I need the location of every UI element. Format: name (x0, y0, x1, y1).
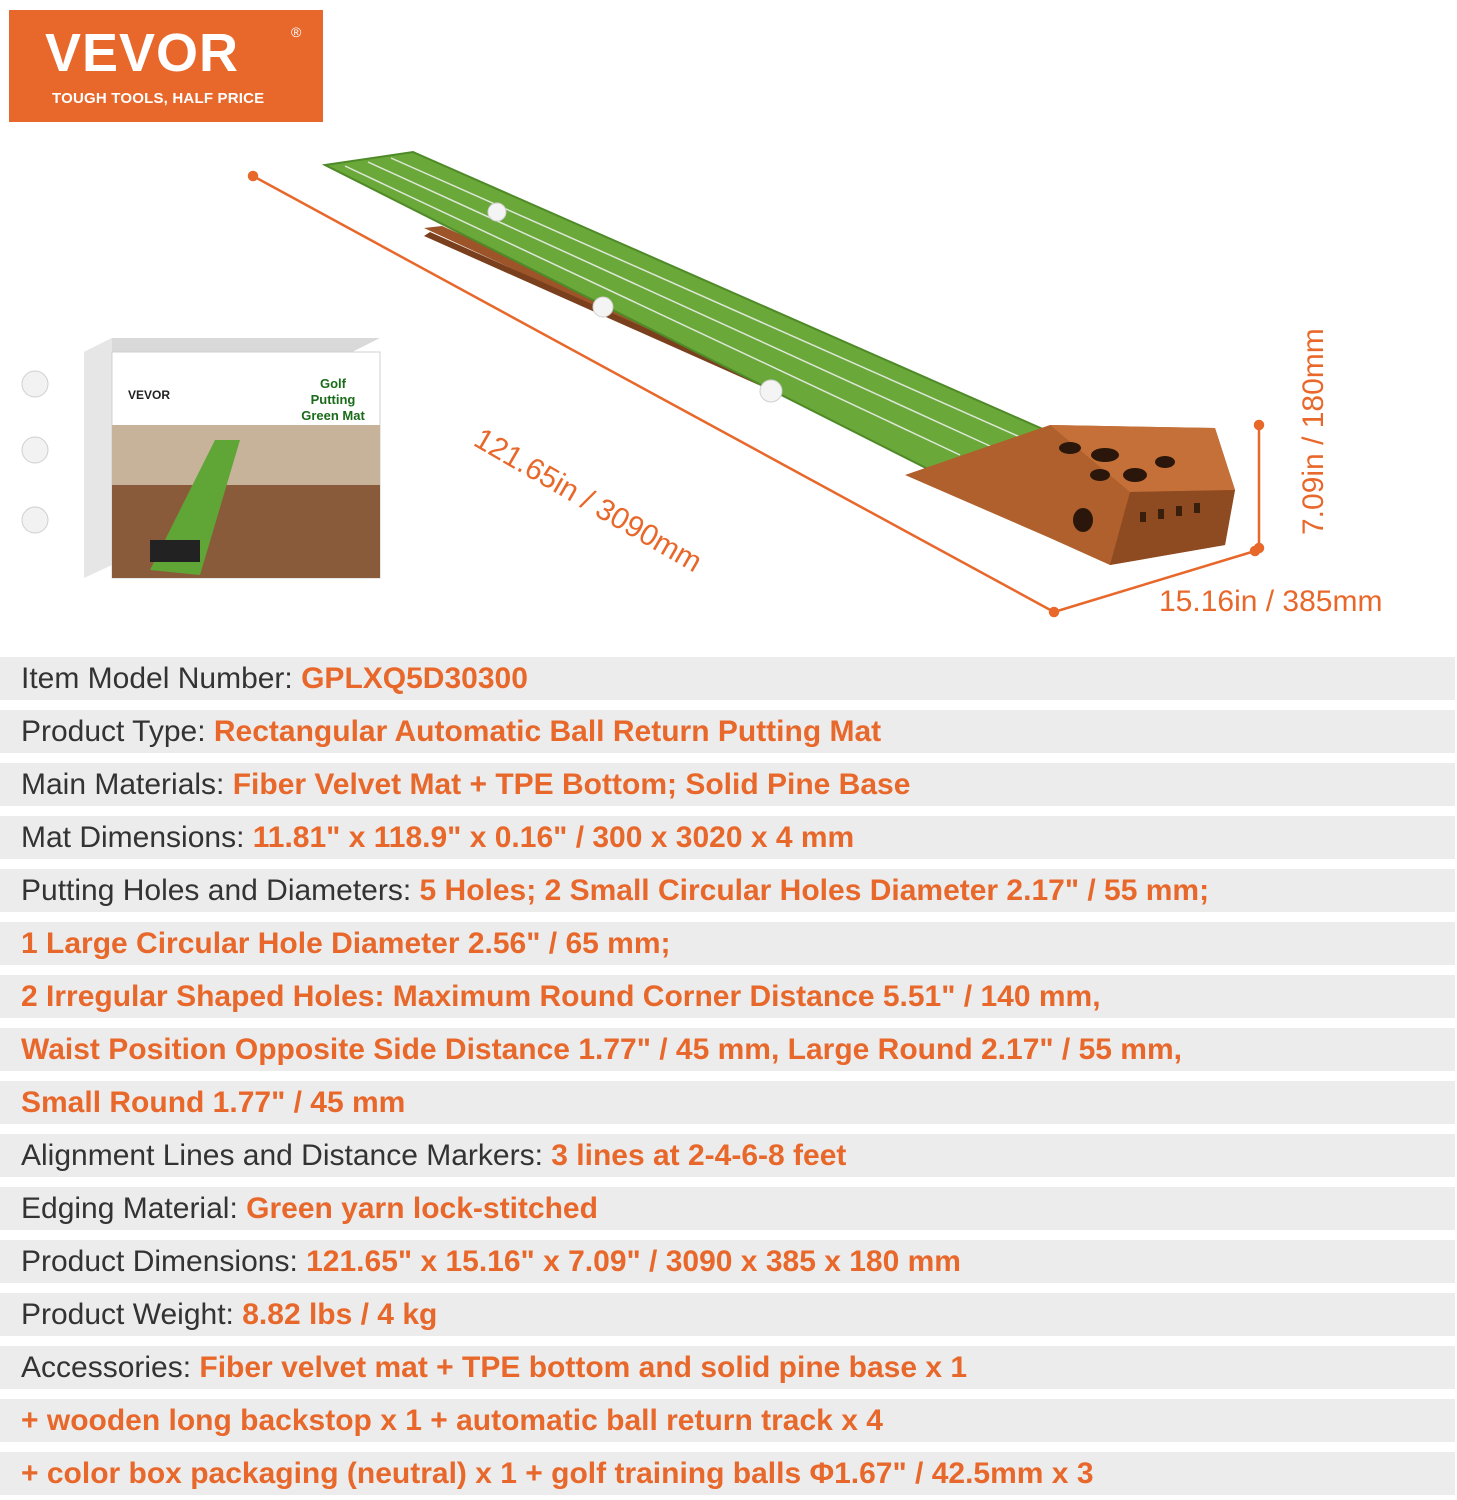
spec-row (0, 1399, 1455, 1442)
package-box-illustration (84, 338, 380, 578)
spec-label: Accessories: (21, 1351, 200, 1384)
spec-label: Putting Holes and Diameters: (21, 874, 420, 907)
spec-value: Small Round 1.77" / 45 mm (21, 1086, 406, 1119)
spec-row (0, 922, 1455, 965)
logo-registered-mark: ® (291, 24, 302, 40)
spec-row (0, 1081, 1455, 1124)
spec-value: + color box packaging (neutral) x 1 + golf training balls Φ1.67" / 42.5mm x 3 (21, 1457, 1094, 1490)
spec-value: 1 Large Circular Hole Diameter 2.56" / 65 mm; (21, 927, 671, 960)
spec-row (0, 1293, 1455, 1336)
spec-value: 11.81" x 118.9" x 0.16" / 300 x 3020 x 4 mm (252, 821, 855, 854)
spec-value: + wooden long backstop x 1 + automatic ball return track x 4 (21, 1404, 883, 1437)
spec-row (0, 1452, 1455, 1495)
spec-label: Product Type: (21, 715, 214, 748)
spec-value: GPLXQ5D30300 (301, 662, 528, 695)
loose-golf-balls (22, 371, 48, 533)
spec-value: Waist Position Opposite Side Distance 1.77" / 45 mm, Large Round 2.17" / 55 mm, (21, 1033, 1182, 1066)
spec-value: 8.82 lbs / 4 kg (242, 1298, 438, 1331)
spec-row (0, 657, 1455, 700)
spec-row (0, 816, 1455, 859)
spec-value: 2 Irregular Shaped Holes: Maximum Round Corner Distance 5.51" / 140 mm, (21, 980, 1101, 1013)
spec-label: Main Materials: (21, 768, 233, 801)
spec-value: Fiber velvet mat + TPE bottom and solid pine base x 1 (199, 1351, 968, 1384)
spec-label: Product Weight: (21, 1298, 243, 1331)
spec-row (0, 763, 1455, 806)
logo-brand-name: VEVOR (45, 23, 240, 83)
length-dimension-label: 121.65in / 3090mm (468, 422, 708, 580)
spec-row (0, 1346, 1455, 1389)
spec-row (0, 1240, 1455, 1283)
spec-value: Fiber Velvet Mat + TPE Bottom; Solid Pine Base (232, 768, 911, 801)
vevor-logo (9, 10, 323, 122)
spec-label: Mat Dimensions: (21, 821, 253, 854)
spec-row (0, 869, 1455, 912)
spec-row (0, 1187, 1455, 1230)
box-brand-label: VEVOR (128, 388, 171, 402)
spec-value: Rectangular Automatic Ball Return Putting Mat (213, 715, 882, 748)
logo-tagline: TOUGH TOOLS, HALF PRICE (52, 90, 265, 107)
spec-row (0, 710, 1455, 753)
spec-value: 121.65" x 15.16" x 7.09" / 3090 x 385 x 180 mm (306, 1245, 961, 1278)
spec-label: Alignment Lines and Distance Markers: (21, 1139, 552, 1172)
product-illustration (0, 125, 1457, 645)
spec-label: Product Dimensions: (21, 1245, 307, 1278)
spec-value: Green yarn lock-stitched (246, 1192, 598, 1225)
spec-label: Item Model Number: (21, 662, 302, 695)
spec-row (0, 1134, 1455, 1177)
height-dimension-label: 7.09in / 180mm (1297, 328, 1330, 535)
spec-value: 5 Holes; 2 Small Circular Holes Diameter 2.17" / 55 mm; (419, 874, 1210, 907)
spec-row (0, 1028, 1455, 1071)
spec-value: 3 lines at 2-4-6-8 feet (551, 1139, 847, 1172)
spec-label: Edging Material: (21, 1192, 247, 1225)
box-product-title: Golf Putting Green Mat (301, 376, 365, 423)
spec-row (0, 975, 1455, 1018)
width-dimension-label: 15.16in / 385mm (1159, 585, 1383, 618)
